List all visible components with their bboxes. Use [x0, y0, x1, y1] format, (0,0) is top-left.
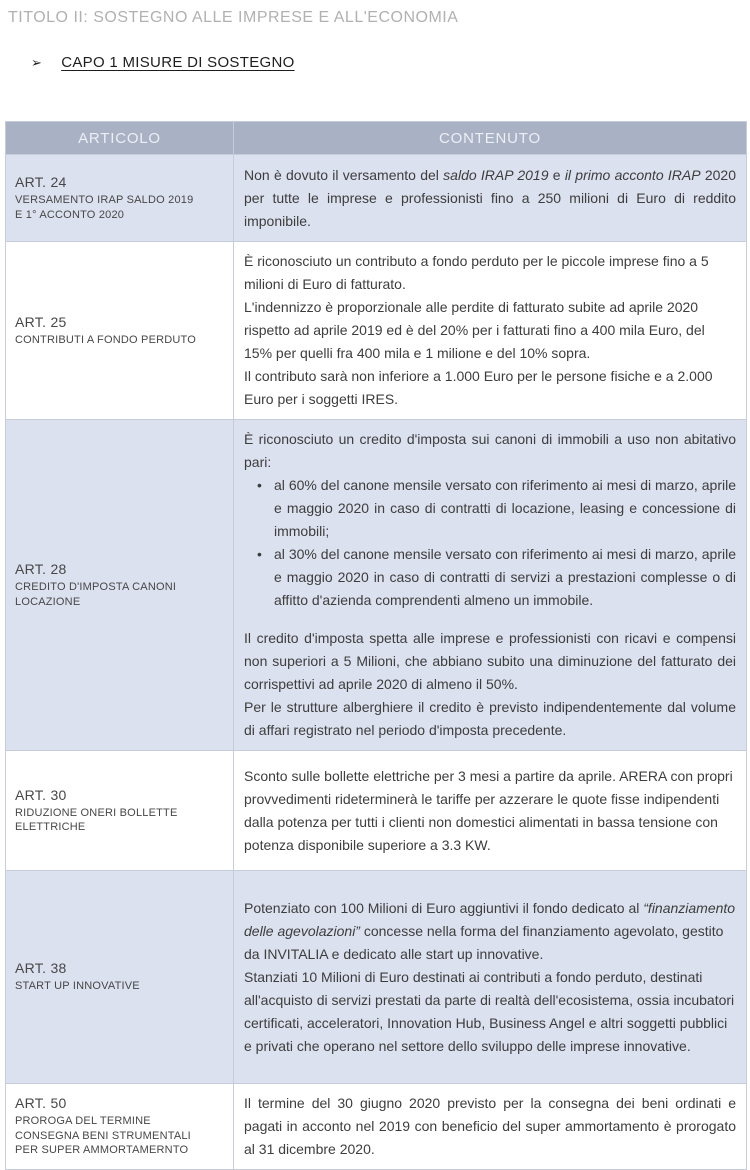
paragraph-spacer — [244, 612, 736, 627]
text-run: Il contributo sarà non inferiore a 1.000 Euro per le persone fisiche e a 2.000 Euro per i soggetti IRES. — [244, 368, 713, 407]
content-cell — [234, 420, 747, 751]
text-run: al 30% del canone mensile versato con riferimento ai mesi di marzo, aprile e maggio 2020 in caso di contratti di servizi a prestazioni complesse o di affitto d'azienda comprendenti almeno un immobile. — [274, 546, 736, 608]
text-run: concesse nella forma del finanziamento agevolato, gestito da INVITALIA e dedicato alle start up innovative. — [244, 922, 724, 962]
article-title: VERSAMENTO IRAP SALDO 2019 E 1° ACCONTO 2020 — [15, 194, 194, 221]
text-run: Stanziati 10 Milioni di Euro destinati ai contributi a fondo perduto, destinati all'acquisto di servizi prestati da parte di realtà dell'ecosistema, ossia incubatori certificati, acceleratori, Innovation Hub, Business Angel e altri soggetti pubblici e privati che operano nel settore dello sviluppo delle imprese innovative. — [244, 968, 735, 1054]
article-cell — [6, 1084, 234, 1170]
table-row — [6, 155, 747, 242]
table-row — [6, 751, 747, 871]
text-run: 2020 per tutte le imprese e professionisti fino a 250 milioni di Euro di reddito imponibile. — [244, 166, 736, 229]
text-run: Potenziato con 100 Milioni di Euro aggiuntivi il fondo dedicato al — [244, 899, 644, 916]
article-cell — [6, 751, 234, 871]
content-paragraph — [244, 696, 736, 742]
article-cell — [6, 871, 234, 1084]
content-paragraph — [244, 966, 736, 1058]
bullet-icon: • — [257, 477, 262, 493]
text-run: Il credito d'imposta spetta alle imprese e professionisti con ricavi e compensi non superiori a 5 Milioni, che abbiano subito una diminuzione del fatturato dei corrispettivi ad aprile 2020 di almeno il 50%. — [244, 630, 736, 692]
text-run: Non è dovuto il versamento del — [244, 166, 444, 183]
text-run: È riconosciuto un credito d'imposta sui canoni di immobili a uso non abitativo pari: — [244, 431, 736, 470]
article-title: RIDUZIONE ONERI BOLLETTE ELETTRICHE — [15, 806, 178, 833]
table-row — [6, 1084, 747, 1170]
table-row — [6, 871, 747, 1084]
content-cell — [234, 155, 747, 242]
content-paragraph — [244, 296, 736, 365]
content-cell — [234, 871, 747, 1084]
text-run: Per le strutture alberghiere il credito è previsto indipendentemente dal volume di affari registrato nel periodo d'imposta precedente. — [244, 699, 736, 738]
article-cell — [6, 242, 234, 420]
column-header-articolo: ARTICOLO — [6, 122, 234, 155]
content-paragraph — [244, 250, 736, 296]
table-row — [6, 420, 747, 751]
italic-text-run: il primo acconto IRAP — [564, 166, 701, 183]
content-paragraph — [244, 365, 736, 411]
italic-text-run: saldo IRAP 2019 — [443, 166, 549, 183]
article-title: CONTRIBUTI A FONDO PERDUTO — [15, 333, 197, 346]
article-number: ART. 38 — [15, 960, 67, 977]
article-cell — [6, 155, 234, 242]
article-number: ART. 50 — [15, 1095, 67, 1112]
content-paragraph — [244, 1092, 736, 1161]
content-paragraph — [244, 627, 736, 696]
text-run: Sconto sulle bollette elettriche per 3 mesi a partire da aprile. ARERA con propri provvedimenti rideterminerà le tariffe per azzerare le quote fisse indipendenti dalla potenza per tutti i clienti non domestici alimentati in bassa tensione con potenza disponibile superiore a 3.3 KW. — [244, 767, 733, 853]
table-row — [6, 242, 747, 420]
section-heading — [31, 54, 750, 71]
content-paragraph — [244, 897, 736, 966]
document-title: TITOLO II: SOSTEGNO ALLE IMPRESE E ALL'ECONOMIA — [8, 9, 459, 26]
article-title: START UP INNOVATIVE — [15, 980, 140, 993]
section-heading-label: CAPO 1 MISURE DI SOSTEGNO — [61, 54, 295, 71]
bullet-list-item — [244, 474, 736, 543]
content-cell — [234, 751, 747, 871]
article-title: CREDITO D'IMPOSTA CANONI LOCAZIONE — [15, 581, 177, 608]
text-run: È riconosciuto un contributo a fondo perduto per le piccole imprese fino a 5 milioni di Euro di fatturato. — [244, 253, 709, 292]
content-paragraph — [244, 164, 736, 233]
articles-table — [5, 121, 747, 1170]
text-run: al 60% del canone mensile versato con riferimento ai mesi di marzo, aprile e maggio 2020 in caso di contratti di locazione, leasing e concessione di immobili; — [274, 477, 736, 539]
article-number: ART. 28 — [15, 561, 67, 577]
content-paragraph — [244, 428, 736, 474]
content-paragraph — [244, 765, 736, 857]
column-header-contenuto: CONTENUTO — [234, 122, 747, 155]
bullet-icon: • — [257, 546, 262, 562]
article-number: ART. 24 — [15, 174, 67, 190]
text-run: Il termine del 30 giugno 2020 previsto per la consegna dei beni ordinati e pagati in acconto nel 2019 con beneficio del super ammortamento è prorogato al 31 dicembre 2020. — [244, 1095, 736, 1157]
table-header-row — [6, 122, 747, 155]
article-title: PROROGA DEL TERMINE CONSEGNA BENI STRUMENTALI PER SUPER AMMORTAMERNTO — [15, 1115, 191, 1157]
article-number: ART. 25 — [15, 313, 67, 330]
text-run: L'indennizzo è proporzionale alle perdite di fatturato subite ad aprile 2020 rispetto ad aprile 2019 ed è del 20% per i fatturati fino a 400 mila Euro, del 15% per quelli fra 400 mila e 1 milione e del 10% sopra. — [244, 299, 705, 361]
content-cell — [234, 242, 747, 420]
italic-text-run: “finanziamento delle agevolazioni” — [244, 899, 736, 939]
arrow-bullet-icon: ➢ — [31, 55, 43, 70]
article-cell — [6, 420, 234, 751]
bullet-list-item — [244, 543, 736, 612]
article-number: ART. 30 — [15, 786, 67, 803]
text-run: e — [548, 166, 565, 183]
content-cell — [234, 1084, 747, 1170]
